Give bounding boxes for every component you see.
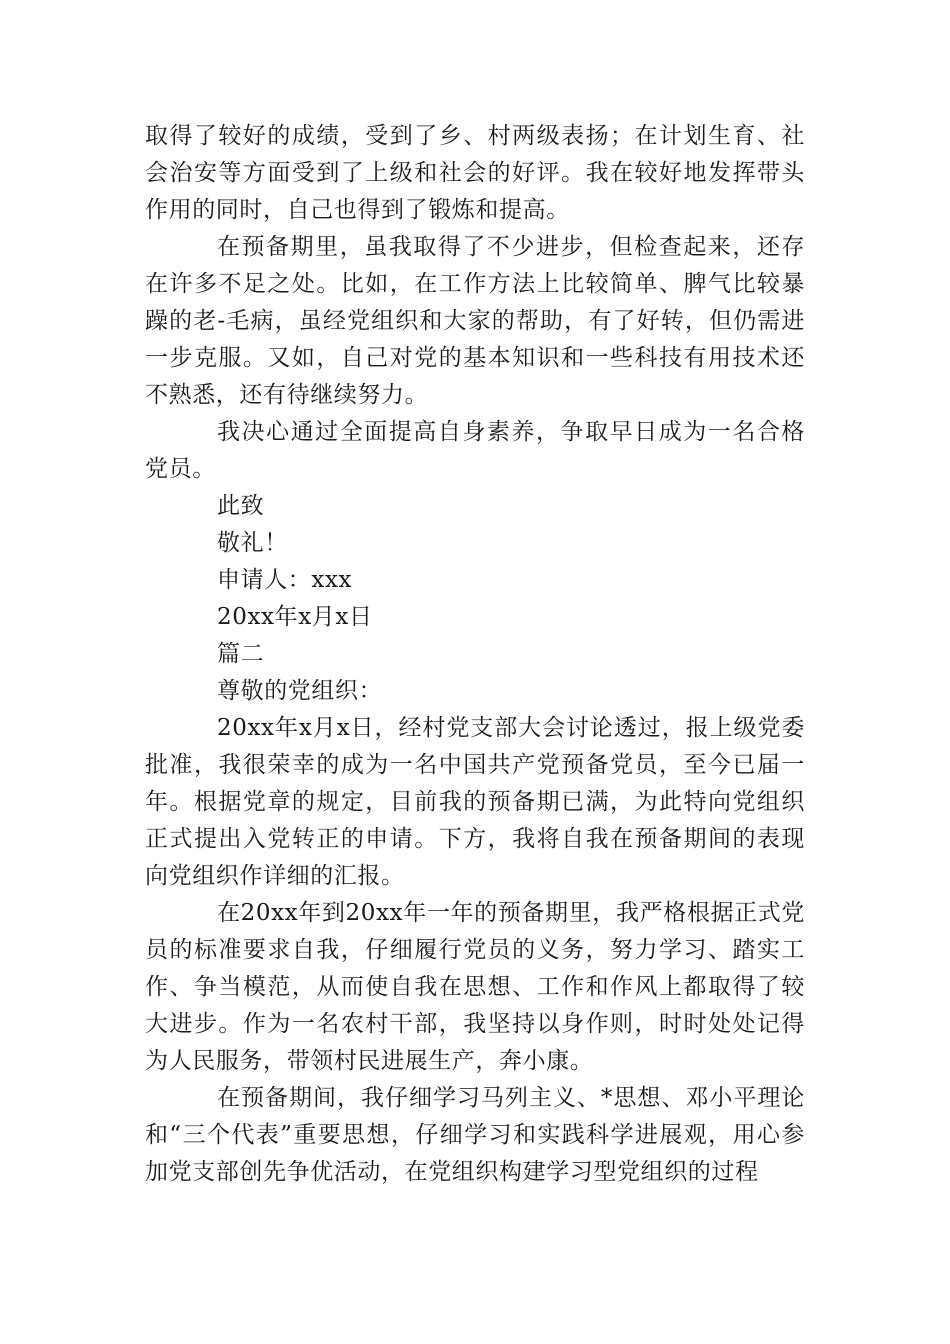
paragraph-achievements: 取得了较好的成绩，受到了乡、村两级表扬；在计划生育、社会治安等方面受到了上级和社会的好评。我在较好地发挥带头作用的同时，自己也得到了锻炼和提高。 [145,123,805,223]
closing-salutation-2: 敬礼！ [217,530,288,556]
paragraph-study: 在预备期间，我仔细学习马列主义、*思想、邓小平理论和“三个代表”重要思想，仔细学习和实践科学进展观，用心参加党支部创先争优活动，在党组织构建学习型党组织的过程 [145,1085,805,1185]
letter-greeting: 尊敬的党组织： [217,678,383,704]
paragraph-shortcomings: 在预备期里，虽我取得了不少进步，但检查起来，还存在许多不足之处。比如，在工作方法上比较简单、脾气比较暴躁的老-毛病，虽经党组织和大家的帮助，有了好转，但仍需进一步克服。又如，自己对党的基本知识和一些科技有用技术还不熟悉，还有待继续努力。 [145,234,805,408]
paragraph-approval: 20xx年x月x日，经村党支部大会讨论透过，报上级党委批准，我很荣幸的成为一名中国共产党预备党员，至今已届一年。根据党章的规定，目前我的预备期已满，为此特向党组织正式提出入党转正的申请。下方，我将自我在预备期间的表现向党组织作详细的汇报。 [145,715,805,889]
signature-date: 20xx年x月x日 [217,604,373,630]
document-body [145,118,805,1191]
closing-salutation-1: 此致 [217,493,265,519]
section-heading: 篇二 [217,641,265,667]
applicant-signature: 申请人：xxx [217,567,353,593]
paragraph-probation-year: 在20xx年到20xx年一年的预备期里，我严格根据正式党员的标准要求自我，仔细履行党员的义务，努力学习、踏实工作、争当模范，从而使自我在思想、工作和作风上都取得了较大进步。作为一名农村干部，我坚持以身作则，时时处处记得为人民服务，带领村民进展生产，奔小康。 [145,900,805,1074]
paragraph-resolution: 我决心通过全面提高自身素养，争取早日成为一名合格党员。 [145,419,805,482]
